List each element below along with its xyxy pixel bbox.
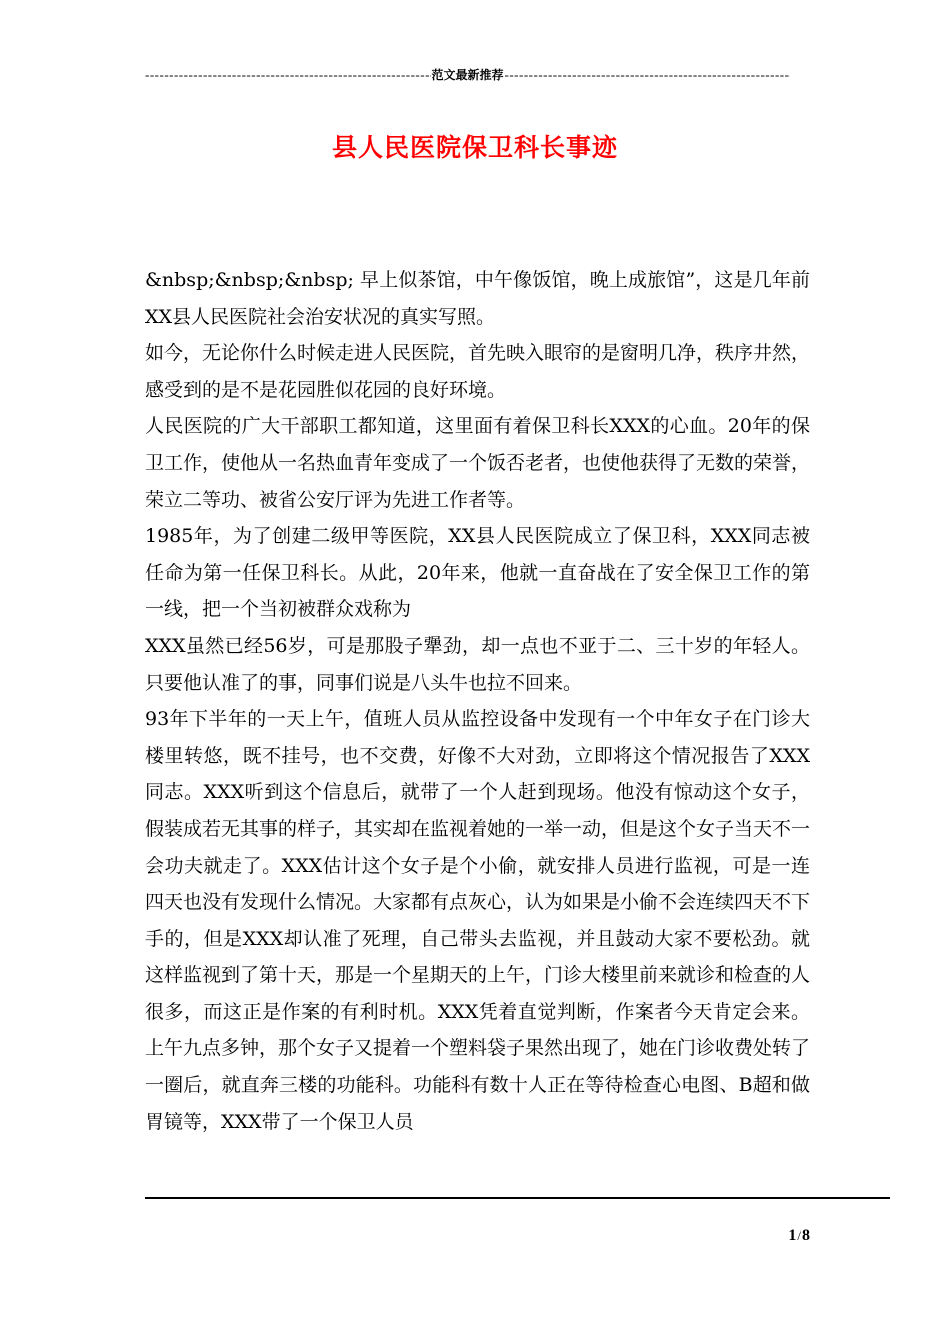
paragraph: 人民医院的广大干部职工都知道，这里面有着保卫科长XXX的心血。20年的保卫工作，使他从一名热血青年变成了一个饭否老者，也使他获得了无数的荣誉，荣立二等功、被省公安厅评为先进工作者等。: [145, 415, 811, 511]
paragraph: 93年下半年的一天上午，值班人员从监控设备中发现有一个中年女子在门诊大楼里转悠，既不挂号，也不交费，好像不大对劲，立即将这个情况报告了XXX同志。XXX听到这个信息后，就带了一个人赶到现场。他没有惊动这个女子，假装成若无其事的样子，其实却在监视着她的一举一动，但是这个女子当天不一会功夫就走了。XXX估计这个女子是个小偷，就安排人员进行监视，可是一连四天也没有发现什么情况。大家都有点灰心，认为如果是小偷不会连续四天不下手的，但是XXX却认准了死理，自己带头去监视，并且鼓动大家不要松劲。就这样监视到了第十天，那是一个星期天的上午，门诊大楼里前来就诊和检查的人很多，而这正是作案的有利时机。XXX凭着直觉判断，作案者今天肯定会来。上午九点多钟，那个女子又提着一个塑料袋子果然出现了，她在门诊收费处转了一圈后，就直奔三楼的功能科。功能科有数十人正在等待检查心电图、B超和做胃镜等，XXX带了一个保卫人员: [145, 708, 811, 1133]
page-number: [740, 1227, 810, 1245]
header-label: 范文最新推荐: [431, 68, 504, 82]
paragraph: XXX虽然已经56岁，可是那股子犟劲，却一点也不亚于二、三十岁的年轻人。只要他认准了的事，同事们说是八头牛也拉不回来。: [145, 634, 810, 694]
paragraph: 如今，无论你什么时候走进人民医院，首先映入眼帘的是窗明几净，秩序井然，感受到的是不是花园胜似花园的良好环境。: [145, 342, 811, 401]
header-dash-left: [145, 66, 431, 84]
header-dash-right: [505, 66, 790, 84]
page-current: 1: [788, 1227, 797, 1244]
header-banner: [145, 66, 790, 84]
paragraph: 1985年，为了创建二级甲等医院，XX县人民医院成立了保卫科，XXX同志被任命为第一任保卫科长。从此，20年来，他就一直奋战在了安全保卫工作的第一线，把一个当初被群众戏称为: [145, 525, 810, 621]
document-body: [145, 262, 810, 1140]
page-separator: /: [797, 1228, 801, 1243]
paragraph: &nbsp;&nbsp;&nbsp; 早上似茶馆，中午像饭馆，晚上成旅馆”，这是几年前XX县人民医院社会治安状况的真实写照。: [145, 269, 810, 328]
page-total: 8: [802, 1227, 810, 1244]
document-title: 县人民医院保卫科长事迹: [331, 133, 618, 162]
footer-divider: [145, 1197, 890, 1199]
